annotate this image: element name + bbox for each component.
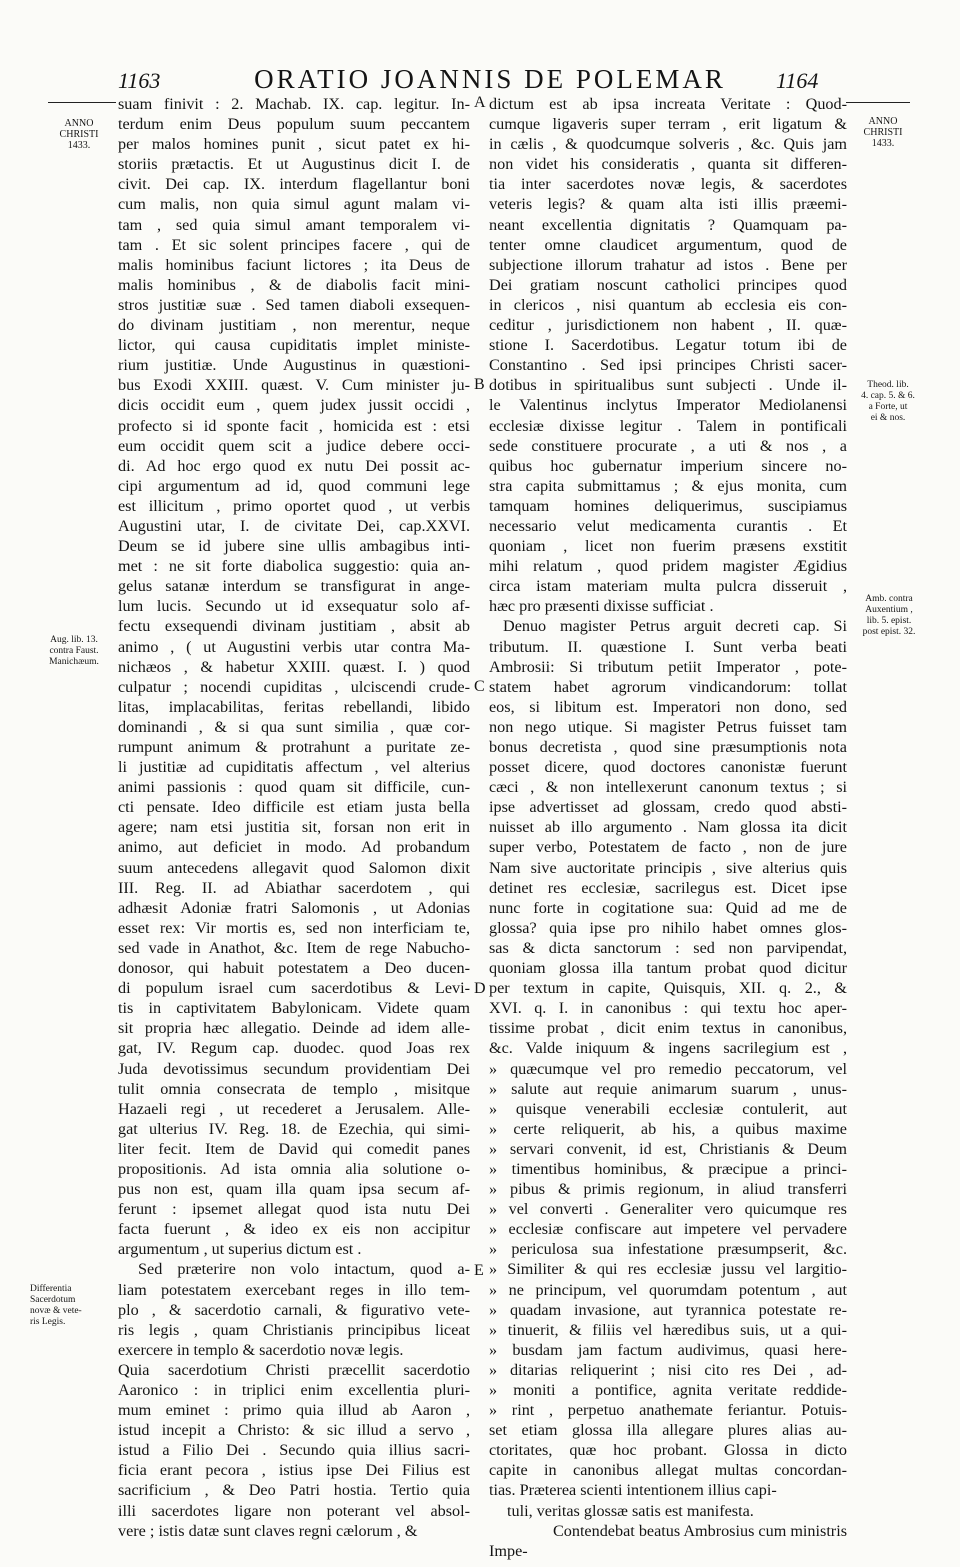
text-line: bus Exodi XXIII. quæst. V. Cum minister ju- xyxy=(118,376,470,395)
text-line: Denuo magister Petrus arguit decreti cap. Si xyxy=(503,617,847,636)
text-line: fectu exsequendi divinam justitiam , absit ab xyxy=(118,617,470,636)
text-line: per malos homines punit , sicut patet ex hi- xyxy=(118,135,470,154)
text-line: donosor, qui habuit potestatem a Deo ducen- xyxy=(118,959,470,978)
text-line: stione I. Sacerdotibus. Legatur totum ibi de xyxy=(489,336,847,355)
text-line: eum occidit quem scit a judice debere occi- xyxy=(118,436,470,455)
text-line: detinet res ecclesiæ, sacrilegus est. Dicet ipse xyxy=(489,878,847,897)
text-line: gat, IV. Regum cap. duodec. quod Joas rex xyxy=(118,1039,470,1058)
text-line: pus non est, quam illa quam ipsa secum af- xyxy=(118,1180,470,1199)
text-line: dotibus in spiritualibus sunt subjecti . Unde il- xyxy=(489,376,847,395)
text-line: di. Ad hoc ergo quod ex nutu Dei possit ac- xyxy=(118,456,470,475)
text-line: » tinuerit, & filiis vel hæredibus suis, ut a qui- xyxy=(489,1320,847,1339)
text-line: li justitiæ ad cupiditatis affectum , vel alterius xyxy=(118,758,470,777)
text-line: » vel converti . Generaliter vero quicumque res xyxy=(489,1200,847,1219)
text-line: liter fecit. Item de David qui comedit panes xyxy=(118,1139,470,1158)
text-line: » quæcumque vel pro remedio peccatorum, vel xyxy=(489,1059,847,1078)
text-line: sede constituere procurate , a uti & nos , a xyxy=(489,436,847,455)
text-line: neant excellentia dignitatis ? Quamquam pa- xyxy=(489,215,847,234)
text-line: do divinam justitiam , non merentur, neque xyxy=(118,316,470,335)
text-line: Juda devotissimus secundum providentiam Dei xyxy=(118,1059,470,1078)
text-line: » moniti a pontifice, agnita veritate reddide- xyxy=(489,1381,847,1399)
text-line: ctoritates, quæ hoc probant. Glossa in dicto xyxy=(489,1441,847,1460)
text-line: capite in canonibus allegat multas concordan- xyxy=(489,1461,847,1480)
text-line: cumque ligaveris super terram , erit ligatum & xyxy=(489,115,847,134)
text-line: veteris legis? & quam alta isti illis præemi- xyxy=(489,195,847,214)
text-line: Contendebat beatus Ambrosius cum ministris xyxy=(552,1521,847,1540)
text-line: » rint , perpetuo anathemate feriantur. Potuis- xyxy=(489,1401,847,1420)
text-line: di populum israel cum sacerdotibus & Levi- xyxy=(118,979,470,998)
text-line: III. Reg. II. ad Abiathar sacerdotem , qui xyxy=(118,878,470,897)
augustine-reference-note: Aug. lib. 13. contra Faust. Manichæum. xyxy=(49,635,99,667)
text-line: quibus hoc gubernatur imperium sincere no- xyxy=(489,456,847,475)
text-line: stra capita submittamus ; & ejus monita, cum xyxy=(489,476,847,495)
section-letter-c: C xyxy=(474,678,485,695)
text-line: » salute aut requie animarum suarum , unus- xyxy=(489,1079,847,1098)
text-line: Deum se id jubere sine ullis ambagibus inti- xyxy=(118,537,470,556)
text-line: storiis prætactis. Et ut Augustinus dicit I. de xyxy=(118,155,470,174)
text-line: Quia sacerdotium Christi præcellit sacerdotio xyxy=(118,1360,470,1379)
text-line: terdum enim Deus populum suum peccantem xyxy=(118,115,470,134)
text-line: super verbo, Potestatem de facto , non de jure xyxy=(489,838,847,857)
text-line: rium justitiæ. Unde Augustinus in quæstioni- xyxy=(118,356,470,375)
right-margin-rule xyxy=(846,102,910,103)
text-line: » pibus & primis regionum, in aliud transferri xyxy=(489,1180,847,1199)
differentia-sacerdotum-note: Differentia Sacerdotum novæ & vete- ris Legis. xyxy=(30,1284,82,1327)
text-line: ferunt : ipsemet allegat quod ista nutu Dei xyxy=(118,1200,470,1219)
text-line: » busdam jam factum audivimus, quasi here- xyxy=(489,1340,847,1359)
text-line: tia inter sacerdotes novæ legis, & sacerdotes xyxy=(489,175,847,194)
text-line: culpatur ; nocendi cupiditas , ulciscendi crude- xyxy=(118,677,470,696)
text-line: tuli, veritas glossæ satis est manifesta. xyxy=(507,1501,754,1520)
text-line: suum antecedens allegavit quod Salomon dixit xyxy=(118,858,470,877)
text-line: tributum. II. quæstione I. Sunt verba beati xyxy=(489,637,847,656)
text-line: adhæsit Adoniæ fratri Salomonis , ut Adonias xyxy=(118,898,470,917)
text-line: » servari convenit, id est, Christianis & Deum xyxy=(489,1139,847,1158)
text-line: exercere in templo & sacerdotio novæ legis. xyxy=(118,1340,404,1359)
text-line: statem habet agrorum vindicandorum: tollat xyxy=(489,677,847,696)
text-line: » timentibus hominibus, & præcipue a princi- xyxy=(489,1159,847,1178)
text-line: mum eminet : primo quia illud ab Aaron , xyxy=(118,1401,470,1420)
text-line: stros justitiæ suæ . Sed tamen diaboli exsequen- xyxy=(118,295,470,314)
text-line: » ecclesiæ confiscare aut impetere vel pervadere xyxy=(489,1220,847,1239)
anno-christi-note-left: ANNO CHRISTI 1433. xyxy=(59,118,99,151)
text-line: non videt his consideratis , quanta sit differen- xyxy=(489,155,847,174)
text-line: litas, implacabilitas, feritas rebellandi, libido xyxy=(118,697,470,716)
text-line: » quadam invasione, aut tyrannica potestate re- xyxy=(489,1300,847,1319)
theodoret-reference-note: Theod. lib. 4. cap. 5. & 6. a Forte, ut ei & nos. xyxy=(861,380,915,423)
text-line: per textum in capite, Quisquis, XII. q. 2., & xyxy=(489,979,847,998)
text-line: met : ne sit forte diabolica suggestio: quia an- xyxy=(118,557,470,576)
text-line: Dei gratiam noscunt catholici principes quod xyxy=(489,275,847,294)
text-line: istud a Filio Dei . Secundo quia illius sacri- xyxy=(118,1441,470,1460)
left-margin-rule xyxy=(48,102,116,103)
text-line: » ditarias reliquerint ; nisi cito res Dei , ad- xyxy=(489,1360,847,1379)
text-line: nichæos , & habetur XXIII. quæst. I. ) quod xyxy=(118,657,470,676)
running-title: ORATIO JOANNIS DE POLEMAR xyxy=(254,64,726,94)
text-line: tenter omne claudicet argumentum, quod de xyxy=(489,235,847,254)
text-line: ipse advertisset ad glossam, credo quod absti- xyxy=(489,798,847,817)
text-line: est illicitum , primo oportet quod , ut verbis xyxy=(118,496,470,515)
text-line: necessario velut medicamenta curantis . Et xyxy=(489,516,847,535)
text-line: » quisque venerabili ecclesiæ contulerit, aut xyxy=(489,1099,847,1118)
text-line: Ambrosii: Si tributum petiit Imperator , pote- xyxy=(489,657,847,676)
text-line: lum lucis. Secundo ut id exsequatur solo af- xyxy=(118,597,470,616)
text-line: nunc forte in cogitatione sua: Quid ad me de xyxy=(489,898,847,917)
text-line: hæc pro præsenti dixisse sufficiat . xyxy=(489,597,714,616)
text-line: dicis occidit eum , quem judex jussit occidi , xyxy=(118,396,470,415)
text-line: quoniam glossa illa tantum probat quod dicitur xyxy=(489,959,847,978)
text-line: sas & dicta sanctorum : sed non parvipendat, xyxy=(489,938,847,957)
text-line: malis hominibus , & de diabolis facit mini- xyxy=(118,275,470,294)
text-line: circa istam materiam multa pulcra disseruit , xyxy=(489,577,847,596)
text-line: tam , sed quia simul amant temporalem vi- xyxy=(118,215,470,234)
text-line: agere; nam etsi justitia sit, forsan non erit in xyxy=(118,818,470,837)
text-line: tulit omnia consecrata de templo , misitque xyxy=(118,1079,470,1098)
text-line: Aaronico : in triplici enim excellentia pluri- xyxy=(118,1381,470,1399)
section-letter-d: D xyxy=(474,980,486,997)
text-line: bonus decretista , quod sine præsumptionis nota xyxy=(489,738,847,756)
text-line: cum malis, non quia simul agunt malam vi- xyxy=(118,195,470,214)
text-line: in clericos , nisi quantum ab ecclesia eis con- xyxy=(489,295,847,314)
text-line: malis hominibus faciunt lictores ; ita Deus de xyxy=(118,255,470,274)
text-line: liam potestatem exercebant reges in illo tem- xyxy=(118,1280,470,1299)
text-line: sacrificium , & Deo Patri hostia. Tertio quia xyxy=(118,1481,470,1500)
text-line: vere ; istis datæ sunt claves regni cælorum , & xyxy=(118,1521,418,1540)
text-line: set etiam glossa illa allegare plures alias au- xyxy=(489,1421,847,1440)
text-line: esset rex: Vir mortis es, sed non interficiam te, xyxy=(118,918,470,937)
text-line: sed vade in Anathot, &c. Item de rege Nabucho- xyxy=(118,938,470,957)
text-line: Nam sive auctoritate principis , sive alterius quis xyxy=(489,858,847,877)
text-line: eos, si libitum est. Imperatori non dono, sed xyxy=(489,697,847,716)
text-line: tis in captivitatem Babylonicam. Videte quam xyxy=(118,999,470,1018)
ambrose-reference-note: Amb. contra Auxentium , lib. 5. epist. post epist. 32. xyxy=(862,594,916,637)
text-line: quoniam , licet non fuerim præsens exstitit xyxy=(489,537,847,556)
text-line: ficia erant pecora , istius ipse Dei Filius est xyxy=(118,1461,470,1480)
text-line: tam . Et sic solent principes facere , qui de xyxy=(118,235,470,254)
section-letter-a: A xyxy=(474,94,486,111)
text-line: profecto si id sponte facit , homicida est : etsi xyxy=(118,416,470,435)
text-line: gelus satanæ interdum se transfigurat in ange- xyxy=(118,577,470,596)
text-line: subjectione illorum trahatur ad istos . Bene per xyxy=(489,255,847,274)
text-line: cipi argumentum ad id, quod communi lege xyxy=(118,476,470,495)
text-line: glossa? quia ipse pro nihilo habet omnes glos- xyxy=(489,918,847,937)
text-line: sit propria hæc allegatio. Deinde ad idem alle- xyxy=(118,1019,470,1038)
text-line: » certe reliquerit, ab his, a quibus maxime xyxy=(489,1119,847,1138)
text-line: tamquam homines deliquerimus, suscipiamus xyxy=(489,496,847,515)
text-line: Constantino . Sed ipsi principes Christi sacer- xyxy=(489,356,847,375)
text-line: mihi relatum , quod pridem magister Ægidius xyxy=(489,557,847,576)
text-line: » periculosa sua infestatione præsumpserit, &c. xyxy=(489,1240,847,1259)
right-text-column xyxy=(489,94,847,1561)
text-line: propositionis. Ad ista omnia alia solutione o- xyxy=(118,1159,470,1178)
text-line: » ne principum, vel quorumdam potentum , aut xyxy=(489,1280,847,1299)
text-line: cæci , & non intellexerunt canonum textus ; si xyxy=(489,778,847,797)
text-line: posset dicere, quod doctores canonistæ fuerunt xyxy=(489,758,847,777)
text-line: » Similiter & qui res ecclesiæ jussu vel largitio- xyxy=(489,1260,847,1279)
page-number-right: 1164 xyxy=(776,68,819,93)
text-line: nuisset ab illo argumento . Nam glossa ita dicit xyxy=(489,818,847,837)
text-line: lictor, qui causa cupiditatis implet ministe- xyxy=(118,336,470,355)
text-line: facta fuerunt , & ideo ex eis non accipitur xyxy=(118,1220,470,1239)
text-line: suam finivit : 2. Machab. IX. cap. legitur. In- xyxy=(118,95,470,113)
text-line: XVI. q. I. in canonibus : qui textu hoc aper- xyxy=(489,999,847,1018)
text-line: animo, aut deficiet in modo. Ad probandum xyxy=(118,838,470,857)
text-line: tias. Præterea scienti intentionem illius capi- xyxy=(489,1481,777,1500)
text-line: istud incepit a Christo: & sic illud a servo , xyxy=(118,1421,470,1440)
text-line: non nego utique. Si magister Petrus fuisset tam xyxy=(489,717,847,736)
section-letter-b: B xyxy=(474,376,485,393)
text-line: in cælis , & quodcumque solveris , &c. Quis jam xyxy=(489,135,847,154)
text-line: dominandi , & si qua sunt similia , quæ cor- xyxy=(118,717,470,736)
text-line: illi sacerdotes ligare non poterant vel absol- xyxy=(118,1501,470,1520)
text-line: plo , & sacerdotio carnali, & figurativo vete- xyxy=(118,1300,470,1319)
text-line: cti pensate. Ideo difficile est etiam justa bella xyxy=(118,798,470,817)
text-line: Hazaeli regi , ut recederet a Jerusalem. Alle- xyxy=(118,1099,470,1118)
text-line: Impe- xyxy=(489,1541,528,1560)
text-line: &c. Valde iniquum & ingens sacrilegium est , xyxy=(489,1039,847,1058)
text-line: animi passionis : quod quam sit difficile, cun- xyxy=(118,778,470,797)
text-line: rumpunt animum & protrahunt a puritate ze- xyxy=(118,738,470,756)
text-line: ris legis , quam Christianis principibus liceat xyxy=(118,1320,470,1339)
text-line: civit. Dei cap. IX. interdum flagellantur boni xyxy=(118,175,470,194)
text-line: animo , ( ut Augustini verbis utar contra Ma- xyxy=(118,637,470,656)
section-letter-e: E xyxy=(474,1262,484,1279)
text-line: dictum est ab ipsa increata Veritate : Quod- xyxy=(489,95,847,113)
text-line: Augustini utar, I. de civitate Dei, cap.XXVI. xyxy=(118,516,470,535)
text-line: tissime probat , dicit enim textus in canonibus, xyxy=(489,1019,847,1038)
text-line: gat ulterius IV. Reg. 18. de Ezechia, qui simi- xyxy=(118,1119,470,1138)
page-number-left: 1163 xyxy=(118,68,161,93)
text-line: ceditur , jurisdictionem non habent , II. quæ- xyxy=(489,316,847,335)
text-line: ecclesiæ dixisse legitur . Talem in pontificali xyxy=(489,416,847,435)
text-line: le Valentinus inclytus Imperator Mediolanensi xyxy=(489,396,847,415)
text-line: argumentum , ut superius dictum est . xyxy=(118,1240,362,1259)
anno-christi-note-right: ANNO CHRISTI 1433. xyxy=(863,116,903,149)
text-line: Sed præterire non volo intactum, quod a- xyxy=(138,1260,470,1279)
left-text-column xyxy=(118,94,470,1541)
